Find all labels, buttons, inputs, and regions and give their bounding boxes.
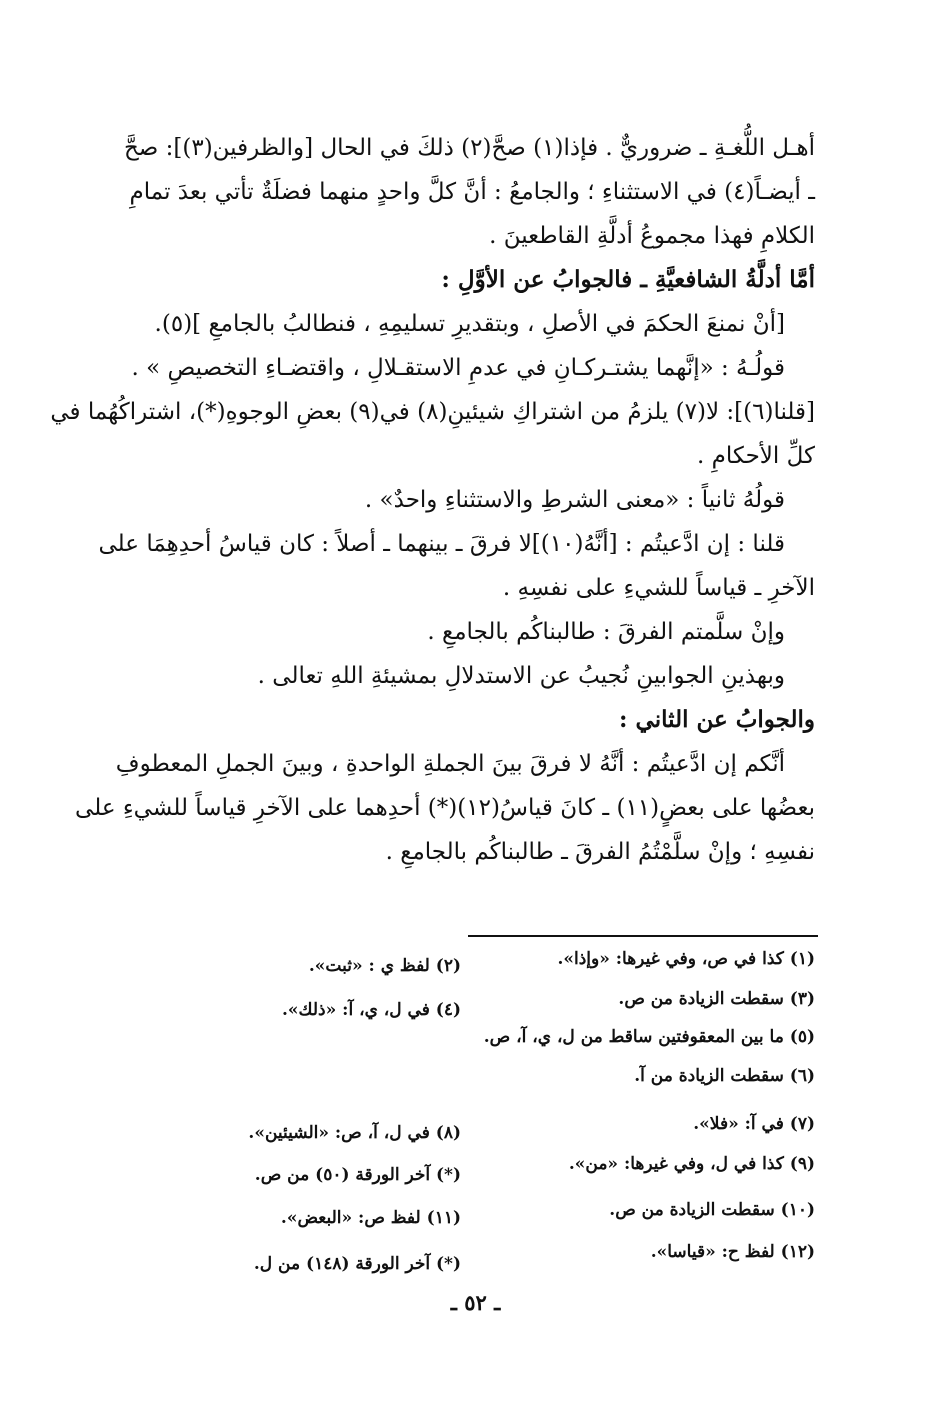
text-line: أهـل اللُّغـةِ ـ ضروريٌّ . فإذا(١) صحَّ(٢) ذلكَ في الحال [والظرفين(٣)]: صحَّ [123, 135, 815, 161]
text-line: كلِّ الأحكامِ . [697, 443, 815, 469]
text-line: وبهذينِ الجوابينِ نُجيبُ عن الاستدلالِ بمشيئةِ اللهِ تعالى . [257, 663, 785, 689]
footnote: (٥) ما بين المعقوفتين ساقط من ل، ي، آ، ص. [483, 1027, 815, 1047]
footnote-separator [468, 935, 818, 937]
footnote: (١٢) لفظ ح: «قياسا». [650, 1242, 815, 1262]
text-line: قولُهُ ثانياً : «معنى الشرطِ والاستثناءِ واحدٌ» . [364, 487, 785, 513]
text-line: الآخرِ ـ قياساً للشيءِ على نفسِهِ . [502, 575, 815, 601]
section-heading: أمَّا أدلَّةُ الشافعيَّةِ ـ فالجوابُ عن الأوَّلِ : [441, 266, 815, 293]
text-line: قلنا : إن ادَّعيتُم : [أنَّهُ(١٠)]لا فرقَ ـ بينهما ـ أصلاً : كان قياسُ أحدِهِمَا على [98, 531, 785, 557]
page-number: ـ ٥٢ ـ [450, 1290, 501, 1315]
footnote: (*) آخر الورقة (١٤٨) من ل. [253, 1254, 461, 1274]
text-line: [قلنا(٦)]: لا(٧) يلزمُ من اشتراكِ شيئينِ(٨) في(٩) بعضِ الوجوهِ(*)، اشتراكُهُما في [50, 399, 815, 425]
footnote: (١٠) سقطت الزيادة من ص. [609, 1200, 815, 1220]
footnote: (٣) سقطت الزيادة من ص. [618, 989, 815, 1009]
footnote: (٩) كذا في ل، وفي غيرها: «من». [568, 1154, 815, 1174]
footnote: (*) آخر الورقة (٥٠) من ص. [254, 1165, 461, 1185]
text-line: الكلامِ فهذا مجموعُ أدلَّةِ القاطعينَ . [489, 223, 815, 249]
section-heading: والجوابُ عن الثاني : [619, 706, 815, 733]
footnote: (٧) في آ: «فلا». [693, 1114, 815, 1134]
text-line: نفسِهِ ؛ وإنْ سلَّمْتُمُ الفرقَ ـ طالبناكُم بالجامعِ . [385, 839, 815, 865]
footnote: (٨) في ل، آ، ص: «الشيئين». [248, 1123, 461, 1143]
text-line: ـ أيضـاً(٤) في الاستثناءِ ؛ والجامعُ : أنَّ كلَّ واحدٍ منهما فضلَةٌ تأتي بعدَ تمامِ [129, 179, 815, 205]
text-line: وإنْ سلَّمتم الفرقَ : طالبناكُم بالجامعِ . [427, 619, 785, 645]
text-line: بعضُها على بعضٍ(١١) ـ كانَ قياسُ(١٢)(*) أحدِهما على الآخرِ قياساً للشيءِ على [75, 795, 815, 821]
footnote: (١١) لفظ ص: «البعض». [280, 1208, 461, 1228]
text-line: أنَّكم إن ادَّعيتُم : أنَّهُ لا فرقَ بينَ الجملةِ الواحدةِ ، وبينَ الجملِ المعطوفِ [115, 751, 785, 777]
footnote: (٤) في ل، ي، آ: «ذلك». [282, 1000, 461, 1020]
footnote: (٢) لفظ ي : «ثبت». [308, 956, 461, 976]
footnote: (٦) سقطت الزيادة من آ. [634, 1066, 815, 1086]
text-line: قولُـهُ : «إنَّهما يشتـركـانِ في عدمِ الاستقـلالِ ، واقتضـاءِ التخصيصِ » . [131, 355, 785, 381]
text-line: [أنْ نمنعَ الحكمَ في الأصلِ ، وبتقديرِ تسليمِهِ ، فنطالبُ بالجامعِ ](٥). [154, 311, 785, 337]
main-text [50, 126, 815, 874]
footnote: (١) كذا في ص، وفي غيرها: «وإذا». [557, 949, 815, 969]
